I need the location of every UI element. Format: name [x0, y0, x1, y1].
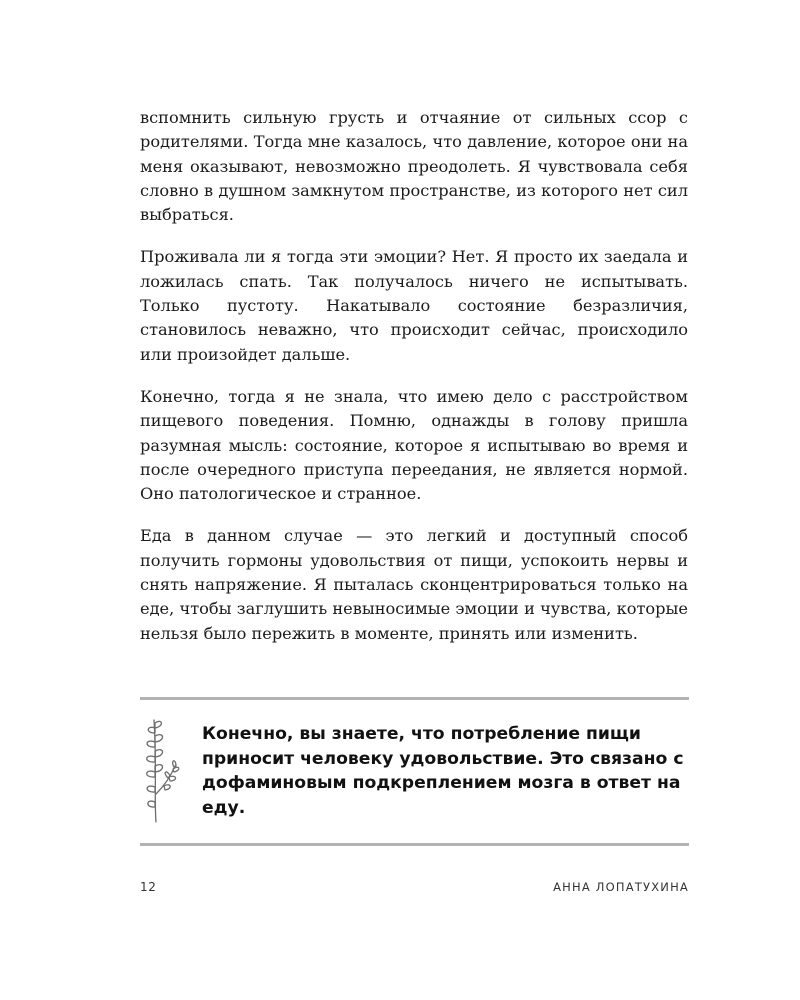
paragraph-1: вспомнить сильную грусть и отчаяние от сильных ссор с родителями. Тогда мне казалось, что давление, которое они на меня оказывают, невозможно преодолеть. Я чувствовала себя словно в душном замкнутом пространстве, из которого нет сил выбраться. [140, 108, 688, 225]
paragraph-3: Конечно, тогда я не знала, что имею дело с расстройством пищевого поведения. Помню, однажды в голову пришла разумная мысль: состояние, которое я испытываю во время и после очередного приступа переедания, не является нормой. Оно патологическое и странное. [140, 386, 688, 504]
running-head: АННА ЛОПАТУХИНА [553, 880, 689, 894]
leaf-sprig-icon [134, 716, 182, 824]
callout-bottom-divider [140, 843, 689, 846]
paragraph-2: Проживала ли я тогда эти эмоции? Нет. Я просто их заедала и ложилась спать. Так получалось ничего не испытывать. Только пустоту. Накатывало состояние безразличия, становилось неважно, что происходит сейчас, происходило или произойдет дальше. [140, 247, 688, 364]
page-number: 12 [140, 880, 157, 894]
body-text [140, 106, 688, 664]
callout-text: Конечно, вы знаете, что потребление пищи приносит человеку удовольствие. Это связано с дофаминовым подкреплением мозга в ответ на еду. [202, 724, 684, 818]
paragraph-4: Еда в данном случае — это легкий и доступный способ получить гормоны удовольствия от пищи, успокоить нервы и снять напряжение. Я пыталась сконцентрироваться только на еде, чтобы заглушить невыносимые эмоции и чувства, которые нельзя было пережить в моменте, принять или изменить. [140, 526, 688, 643]
callout-top-divider [140, 697, 689, 700]
